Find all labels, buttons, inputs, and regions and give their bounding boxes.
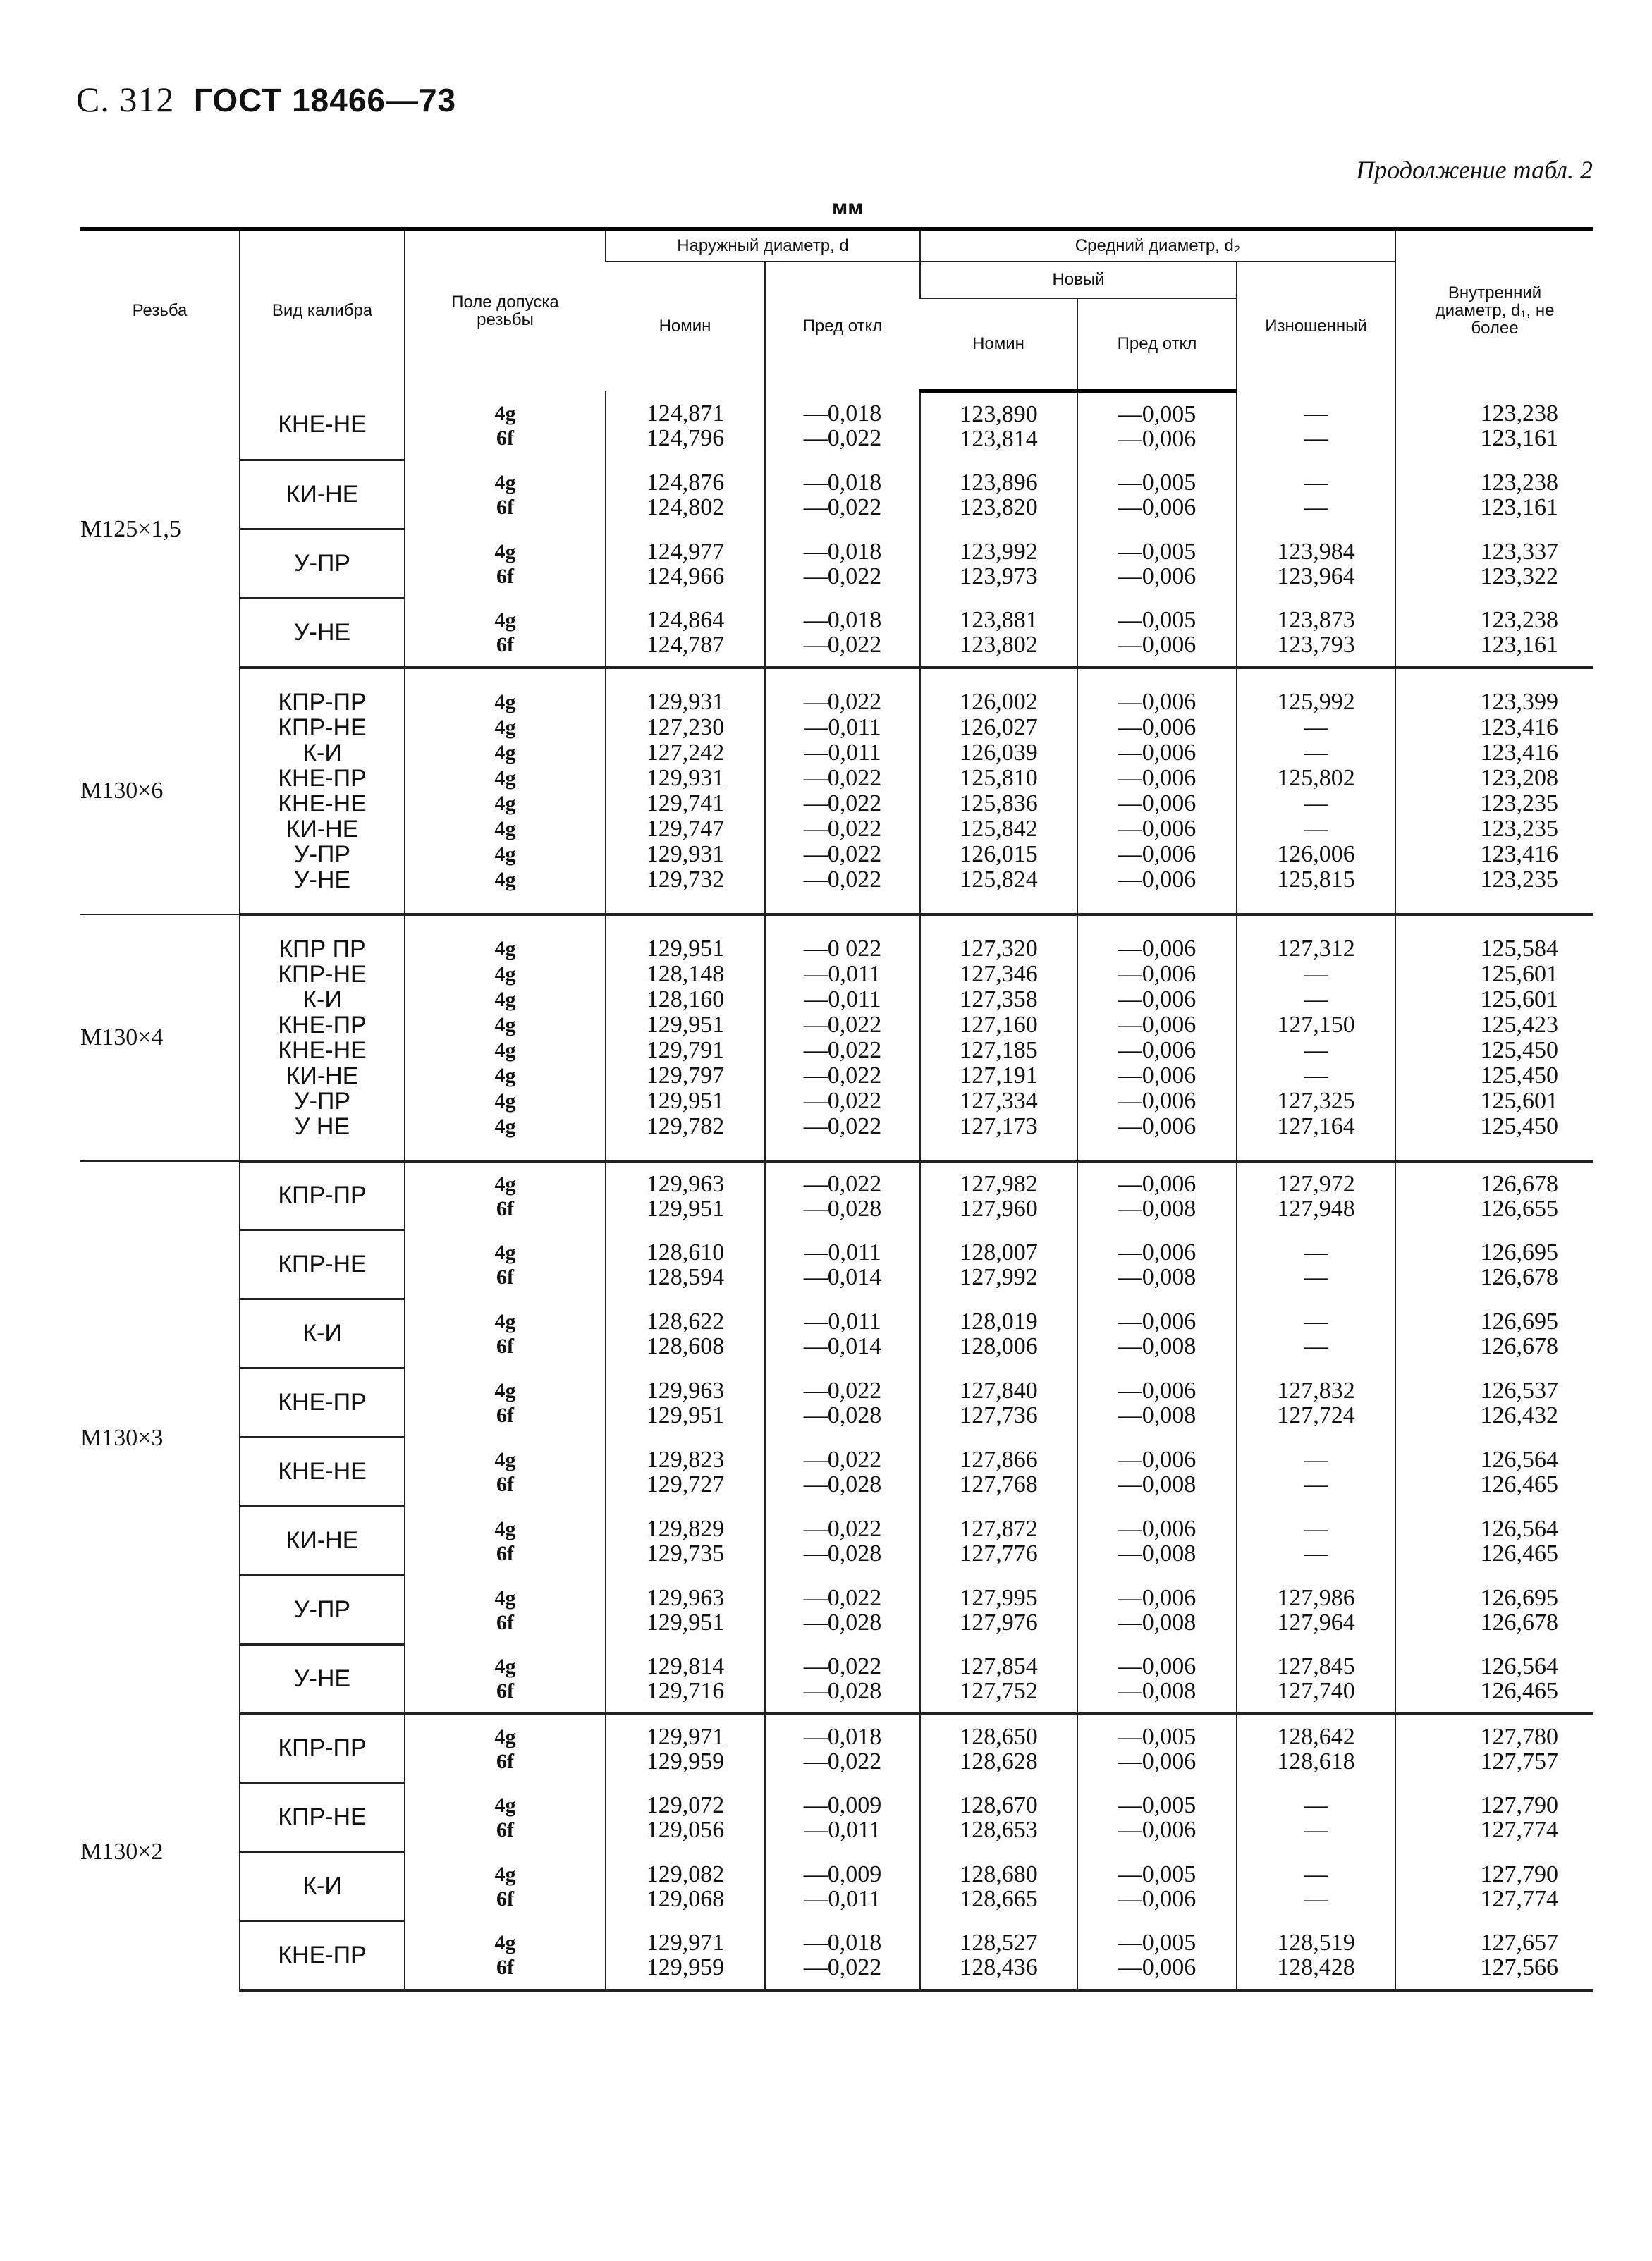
tolerance-field: 4g 6f [405, 1230, 606, 1299]
table-continuation-note: Продолжение табл. 2 [1356, 156, 1593, 184]
tolerance-field: 4g 6f [405, 529, 606, 599]
tolerance-field: 4g 6f [405, 460, 606, 529]
mean-diameter-dev: —0,005 —0,006 [1077, 1714, 1237, 1783]
mean-diameter-nom: 123,896 123,820 [920, 460, 1077, 529]
table-row [80, 460, 1593, 529]
worn-diameter: 128,642 128,618 [1237, 1714, 1395, 1783]
mean-diameter-nom: 127,320 127,346 127,358 127,160 127,185 127,191 127,334 127,173 [920, 914, 1077, 1161]
mean-diameter-nom: 128,650 128,628 [920, 1714, 1077, 1783]
mean-diameter-nom: 128,019 128,006 [920, 1299, 1077, 1368]
page-number: С. 312 [76, 80, 175, 119]
gauge-type: У-НЕ [240, 1645, 405, 1714]
col-inner-diameter: Внутренний диаметр, d₁, не более [1395, 229, 1593, 391]
worn-diameter: — — [1237, 1299, 1395, 1368]
outer-diameter-nom: 129,951 128,148 128,160 129,951 129,791 129,797 129,951 129,782 [606, 914, 765, 1161]
table-row [80, 1230, 1593, 1299]
page-header [76, 79, 456, 120]
gauge-type: КИ-НЕ [240, 460, 405, 529]
table-body [80, 391, 1593, 1990]
gauge-type: КПР-ПР [240, 1714, 405, 1783]
thread-designation: M125×1,5 [80, 516, 181, 542]
col-outer-dev: Пред откл [765, 262, 920, 391]
outer-diameter-dev: —0,009 —0,011 [765, 1783, 920, 1852]
worn-diameter: 127,312 — — 127,150 — — 127,325 127,164 [1237, 914, 1395, 1161]
outer-diameter-nom: 128,610 128,594 [606, 1230, 765, 1299]
table-row [80, 391, 1593, 460]
inner-diameter: 127,657 127,566 [1395, 1921, 1593, 1990]
thread-designation: M130×3 [80, 1424, 164, 1451]
inner-diameter: 126,695 126,678 [1395, 1230, 1593, 1299]
tolerance-field: 4g 6f [405, 1645, 606, 1714]
worn-diameter: — — [1237, 1507, 1395, 1576]
table-header [80, 229, 1593, 391]
gauge-type: КИ-НЕ [240, 1507, 405, 1576]
table-row [80, 1645, 1593, 1714]
outer-diameter-nom: 124,871 124,796 [606, 391, 765, 460]
outer-diameter-dev: —0,011 —0,014 [765, 1299, 920, 1368]
tolerance-field: 4g 6f [405, 391, 606, 460]
outer-diameter-nom: 129,814 129,716 [606, 1645, 765, 1714]
col-worn: Изношенный [1237, 262, 1395, 391]
outer-diameter-nom: 124,977 124,966 [606, 529, 765, 599]
tolerance-field: 4g 6f [405, 1299, 606, 1368]
mean-diameter-dev: —0,006 —0,008 [1077, 1299, 1237, 1368]
mean-diameter-dev: —0,006 —0,008 [1077, 1230, 1237, 1299]
tolerance-field: 4g 6f [405, 1368, 606, 1438]
gauge-type: КПР-ПР КПР-НЕ К-И КНЕ-ПР КНЕ-НЕ КИ-НЕ У-ПР У-НЕ [240, 668, 405, 914]
tolerance-field: 4g 4g 4g 4g 4g 4g 4g 4g [405, 914, 606, 1161]
outer-diameter-dev: —0,018 —0,022 [765, 460, 920, 529]
outer-diameter-nom: 129,072 129,056 [606, 1783, 765, 1852]
outer-diameter-dev: —0,022 —0,011 —0,011 —0,022 —0,022 —0,022 —0,022 —0,022 [765, 668, 920, 914]
inner-diameter: 126,678 126,655 [1395, 1161, 1593, 1230]
worn-diameter: 123,873 123,793 [1237, 599, 1395, 668]
outer-diameter-nom: 124,864 124,787 [606, 599, 765, 668]
inner-diameter: 123,337 123,322 [1395, 529, 1593, 599]
inner-diameter: 126,564 126,465 [1395, 1438, 1593, 1507]
tolerance-field: 4g 6f [405, 1507, 606, 1576]
mean-diameter-nom: 128,527 128,436 [920, 1921, 1077, 1990]
outer-diameter-nom: 129,963 129,951 [606, 1576, 765, 1645]
gauge-type: У-НЕ [240, 599, 405, 668]
outer-diameter-dev: —0,011 —0,014 [765, 1230, 920, 1299]
gauge-type: КНЕ-ПР [240, 1921, 405, 1990]
col-mean-diameter: Средний диаметр, d₂ [920, 229, 1395, 262]
mean-diameter-dev: —0,006 —0,006 —0,006 —0,006 —0,006 —0,006 —0,006 —0,006 [1077, 668, 1237, 914]
gauge-type: КНЕ-НЕ [240, 1438, 405, 1507]
mean-diameter-nom: 126,002 126,027 126,039 125,810 125,836 125,842 126,015 125,824 [920, 668, 1077, 914]
mean-diameter-nom: 127,854 127,752 [920, 1645, 1077, 1714]
worn-diameter: — — [1237, 460, 1395, 529]
thread-designation: M130×2 [80, 1839, 164, 1865]
outer-diameter-dev: —0,022 —0,028 [765, 1368, 920, 1438]
mean-diameter-dev: —0,006 —0,008 [1077, 1576, 1237, 1645]
mean-diameter-dev: —0,005 —0,006 [1077, 1783, 1237, 1852]
col-gauge-type: Вид калибра [240, 229, 405, 391]
outer-diameter-nom: 129,823 129,727 [606, 1438, 765, 1507]
inner-diameter: 126,537 126,432 [1395, 1368, 1593, 1438]
gauge-type: К-И [240, 1852, 405, 1921]
table-row [80, 1576, 1593, 1645]
mean-diameter-dev: —0,006 —0,008 [1077, 1645, 1237, 1714]
mean-diameter-nom: 127,982 127,960 [920, 1161, 1077, 1230]
worn-diameter: 125,992 — — 125,802 — — 126,006 125,815 [1237, 668, 1395, 914]
tolerance-field: 4g 6f [405, 599, 606, 668]
units-label: мм [832, 196, 864, 219]
table-row [80, 529, 1593, 599]
inner-diameter: 123,238 123,161 [1395, 599, 1593, 668]
worn-diameter: 127,832 127,724 [1237, 1368, 1395, 1438]
inner-diameter: 127,790 127,774 [1395, 1783, 1593, 1852]
col-outer-diameter: Наружный диаметр, d [606, 229, 920, 262]
outer-diameter-nom: 129,971 129,959 [606, 1921, 765, 1990]
col-mean-dev: Пред откл [1077, 298, 1237, 391]
outer-diameter-nom: 129,963 129,951 [606, 1161, 765, 1230]
outer-diameter-dev: —0,018 —0,022 [765, 599, 920, 668]
tolerance-field: 4g 6f [405, 1438, 606, 1507]
worn-diameter: — — [1237, 1783, 1395, 1852]
table-row [80, 668, 1593, 914]
table-row [80, 1714, 1593, 1783]
outer-diameter-dev: —0,018 —0,022 [765, 391, 920, 460]
outer-diameter-dev: —0,009 —0,011 [765, 1852, 920, 1921]
col-mean-new: Новый [920, 262, 1237, 298]
gauge-type: КНЕ-ПР [240, 1368, 405, 1438]
mean-diameter-dev: —0,005 —0,006 [1077, 599, 1237, 668]
mean-diameter-nom: 128,680 128,665 [920, 1852, 1077, 1921]
table-row [80, 1368, 1593, 1438]
col-thread: Резьба [80, 229, 240, 391]
outer-diameter-dev: —0 022 —0,011 —0,011 —0,022 —0,022 —0,022 —0,022 —0,022 [765, 914, 920, 1161]
outer-diameter-nom: 128,622 128,608 [606, 1299, 765, 1368]
worn-diameter: — — [1237, 1230, 1395, 1299]
tolerance-field: 4g 4g 4g 4g 4g 4g 4g 4g [405, 668, 606, 914]
gauge-type: КПР-НЕ [240, 1783, 405, 1852]
inner-diameter: 126,564 126,465 [1395, 1507, 1593, 1576]
gauge-dimensions-table [80, 227, 1593, 1992]
outer-diameter-nom: 129,931 127,230 127,242 129,931 129,741 129,747 129,931 129,732 [606, 668, 765, 914]
standard-number: ГОСТ 18466—73 [193, 82, 457, 118]
outer-diameter-dev: —0,022 —0,028 [765, 1645, 920, 1714]
table-row [80, 1921, 1593, 1990]
mean-diameter-dev: —0,006 —0,008 [1077, 1161, 1237, 1230]
tolerance-field: 4g 6f [405, 1714, 606, 1783]
mean-diameter-dev: —0,005 —0,006 [1077, 391, 1237, 460]
mean-diameter-dev: —0,006 —0,008 [1077, 1368, 1237, 1438]
gauge-type: КПР-НЕ [240, 1230, 405, 1299]
table-row [80, 1161, 1593, 1230]
mean-diameter-nom: 123,992 123,973 [920, 529, 1077, 599]
worn-diameter: 123,984 123,964 [1237, 529, 1395, 599]
worn-diameter: — — [1237, 1852, 1395, 1921]
mean-diameter-dev: —0,005 —0,006 [1077, 1852, 1237, 1921]
tolerance-field: 4g 6f [405, 1161, 606, 1230]
col-tolerance: Поле допуска резьбы [405, 229, 606, 391]
table-row [80, 1299, 1593, 1368]
inner-diameter: 126,564 126,465 [1395, 1645, 1593, 1714]
tolerance-field: 4g 6f [405, 1852, 606, 1921]
outer-diameter-nom: 129,971 129,959 [606, 1714, 765, 1783]
outer-diameter-nom: 124,876 124,802 [606, 460, 765, 529]
mean-diameter-nom: 128,670 128,653 [920, 1783, 1077, 1852]
table-row [80, 914, 1593, 1161]
inner-diameter: 123,238 123,161 [1395, 460, 1593, 529]
mean-diameter-nom: 128,007 127,992 [920, 1230, 1077, 1299]
mean-diameter-nom: 127,995 127,976 [920, 1576, 1077, 1645]
outer-diameter-nom: 129,082 129,068 [606, 1852, 765, 1921]
inner-diameter: 127,790 127,774 [1395, 1852, 1593, 1921]
outer-diameter-dev: —0,018 —0,022 [765, 529, 920, 599]
outer-diameter-nom: 129,963 129,951 [606, 1368, 765, 1438]
col-mean-nom: Номин [920, 298, 1077, 391]
mean-diameter-dev: —0,006 —0,008 [1077, 1507, 1237, 1576]
table-row [80, 1507, 1593, 1576]
inner-diameter: 127,780 127,757 [1395, 1714, 1593, 1783]
outer-diameter-nom: 129,829 129,735 [606, 1507, 765, 1576]
mean-diameter-dev: —0,005 —0,006 [1077, 1921, 1237, 1990]
worn-diameter: 127,986 127,964 [1237, 1576, 1395, 1645]
worn-diameter: — — [1237, 391, 1395, 460]
mean-diameter-dev: —0,006 —0,008 [1077, 1438, 1237, 1507]
outer-diameter-dev: —0,022 —0,028 [765, 1576, 920, 1645]
mean-diameter-nom: 123,890 123,814 [920, 391, 1077, 460]
table-row [80, 1852, 1593, 1921]
gauge-type: У-ПР [240, 529, 405, 599]
mean-diameter-dev: —0,006 —0,006 —0,006 —0,006 —0,006 —0,006 —0,006 —0,006 [1077, 914, 1237, 1161]
mean-diameter-nom: 127,866 127,768 [920, 1438, 1077, 1507]
tolerance-field: 4g 6f [405, 1921, 606, 1990]
worn-diameter: 128,519 128,428 [1237, 1921, 1395, 1990]
gauge-type: КПР-ПР [240, 1161, 405, 1230]
worn-diameter: 127,972 127,948 [1237, 1161, 1395, 1230]
gauge-type: К-И [240, 1299, 405, 1368]
thread-designation: M130×6 [80, 668, 240, 914]
outer-diameter-dev: —0,022 —0,028 [765, 1507, 920, 1576]
inner-diameter: 125,584 125,601 125,601 125,423 125,450 125,450 125,601 125,450 [1395, 914, 1593, 1161]
thread-designation: M130×4 [80, 914, 240, 1161]
outer-diameter-dev: —0,022 —0,028 [765, 1438, 920, 1507]
inner-diameter: 123,399 123,416 123,416 123,208 123,235 123,235 123,416 123,235 [1395, 668, 1593, 914]
worn-diameter: — — [1237, 1438, 1395, 1507]
outer-diameter-dev: —0,018 —0,022 [765, 1714, 920, 1783]
mean-diameter-nom: 127,872 127,776 [920, 1507, 1077, 1576]
mean-diameter-nom: 127,840 127,736 [920, 1368, 1077, 1438]
gauge-type: КНЕ-НЕ [240, 391, 405, 460]
mean-diameter-dev: —0,005 —0,006 [1077, 460, 1237, 529]
tolerance-field: 4g 6f [405, 1576, 606, 1645]
table-row [80, 599, 1593, 668]
inner-diameter: 123,238 123,161 [1395, 391, 1593, 460]
table-row [80, 1783, 1593, 1852]
inner-diameter: 126,695 126,678 [1395, 1576, 1593, 1645]
mean-diameter-nom: 123,881 123,802 [920, 599, 1077, 668]
inner-diameter: 126,695 126,678 [1395, 1299, 1593, 1368]
mean-diameter-dev: —0,005 —0,006 [1077, 529, 1237, 599]
gauge-type: КПР ПР КПР-НЕ К-И КНЕ-ПР КНЕ-НЕ КИ-НЕ У-ПР У НЕ [240, 914, 405, 1161]
outer-diameter-dev: —0,022 —0,028 [765, 1161, 920, 1230]
tolerance-field: 4g 6f [405, 1783, 606, 1852]
worn-diameter: 127,845 127,740 [1237, 1645, 1395, 1714]
gauge-type: У-ПР [240, 1576, 405, 1645]
outer-diameter-dev: —0,018 —0,022 [765, 1921, 920, 1990]
table-row [80, 1438, 1593, 1507]
col-outer-nom: Номин [659, 317, 711, 336]
